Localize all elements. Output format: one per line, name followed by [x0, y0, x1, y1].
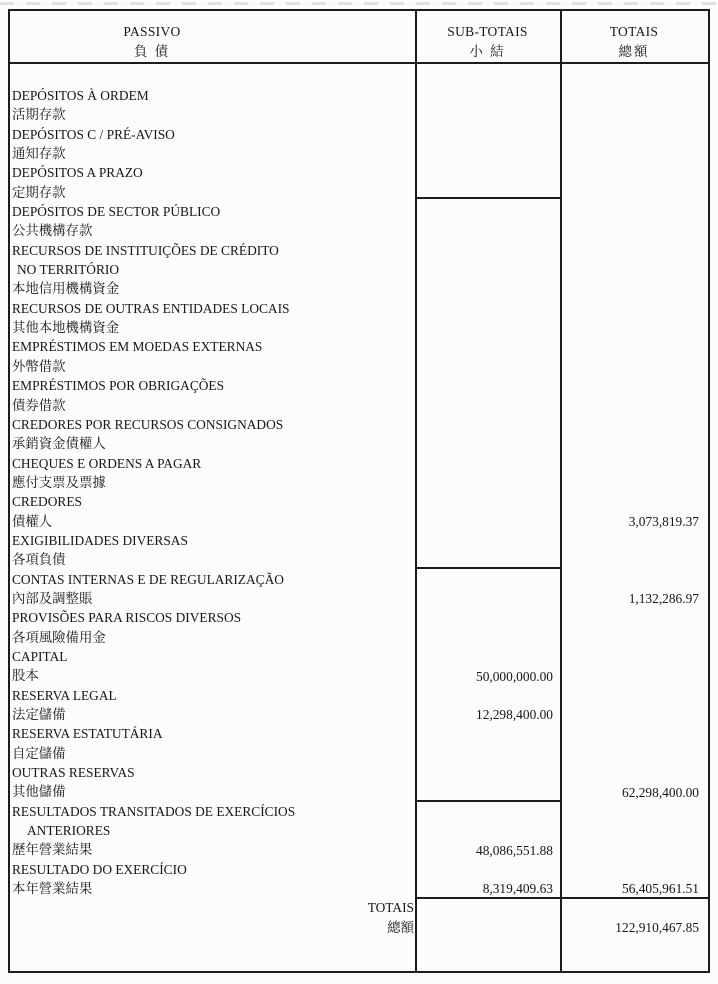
table-row-line: 債權人 [12, 513, 53, 529]
table-row-line: 債券借款 [12, 397, 66, 413]
subtotal-amount: 8,319,409.63 [482, 881, 553, 897]
table-row-line: 應付支票及票據 [12, 474, 106, 490]
total-amount: 1,132,286.97 [628, 591, 699, 607]
subtotal-amount: 48,086,551.88 [476, 842, 553, 858]
table-row-line: 本地信用機構資金 [12, 281, 120, 297]
table-row-line: RECURSOS DE INSTITUIÇÕES DE CRÉDITO [12, 242, 279, 258]
table-row-line: DEPÓSITOS À ORDEM [12, 88, 149, 103]
table-row-line: EMPRÉSTIMOS POR OBRIGAÇÕES [12, 378, 225, 394]
table-row-line: ANTERIORES [27, 823, 111, 839]
table-row-line: OUTRAS RESERVAS [12, 765, 135, 781]
table-row-line: 外幣借款 [12, 358, 66, 374]
table-row-line: 承銷資金債權人 [12, 436, 106, 452]
table-row-line: 通知存款 [12, 146, 66, 162]
table-row-line: CAPITAL [12, 648, 68, 664]
subtotal-cell-rule-2 [415, 567, 562, 569]
table-row-line: DEPÓSITOS A PRAZO [12, 165, 143, 181]
table-row-line: 本年營業結果 [12, 881, 93, 897]
liability-rows [10, 86, 415, 937]
column-divider-passivo-subtotais [415, 11, 417, 971]
header-subtotais [415, 22, 560, 61]
table-row-line: 自定儲備 [12, 745, 66, 761]
table-row-line: 內部及調整賬 [12, 590, 93, 606]
table-row-line: 法定儲備 [12, 707, 66, 722]
table-row-line: RESERVA ESTATUTÁRIA [12, 726, 163, 742]
table-row-line: DEPÓSITOS C / PRÉ-AVISO [12, 126, 175, 142]
table-row-line: CHEQUES E ORDENS A PAGAR [12, 455, 202, 471]
table-row-line: DEPÓSITOS DE SECTOR PÚBLICO [12, 204, 221, 220]
header-bottom-rule [10, 62, 708, 64]
table-row-line: 總額 [387, 919, 414, 935]
table-row-line: CREDORES POR RECURSOS CONSIGNADOS [12, 416, 284, 432]
total-amount: 3,073,819.37 [628, 513, 699, 529]
header-totais-pt: TOTAIS [609, 24, 659, 39]
table-row-line: CREDORES [12, 494, 82, 510]
total-amount: 56,405,961.51 [622, 881, 699, 897]
column-divider-subtotais-totais [560, 11, 562, 971]
table-row-line: PROVISÕES PARA RISCOS DIVERSOS [12, 610, 242, 626]
table-row-line: 股本 [12, 668, 39, 684]
table-row-line: 定期存款 [12, 184, 66, 200]
table-row-line: EXIGIBILIDADES DIVERSAS [12, 532, 188, 548]
table-row-line: RESULTADOS TRANSITADOS DE EXERCÍCIOS [12, 803, 296, 819]
table-row-line: TOTAIS [367, 900, 414, 916]
table-row-line: 其他本地機構資金 [12, 320, 120, 336]
table-row-line: 其他儲備 [12, 784, 66, 800]
table-row-line: EMPRÉSTIMOS EM MOEDAS EXTERNAS [12, 339, 263, 355]
total-amount: 122,910,467.85 [615, 920, 699, 936]
table-row-line: 各項風險備用金 [12, 629, 106, 645]
subtotal-amount: 12,298,400.00 [476, 707, 553, 723]
table-row-line: RESULTADO DO EXERCÍCIO [12, 861, 187, 877]
subtotal-cell-rule-3 [415, 800, 562, 802]
header-passivo-pt: PASSIVO [123, 24, 181, 39]
header-passivo [20, 22, 284, 61]
subtotal-amount: 50,000,000.00 [476, 668, 553, 684]
header-subtotais-zh: 小 結 [469, 43, 506, 59]
liabilities-table [8, 9, 710, 973]
header-totais [560, 22, 708, 61]
subtotal-cell-rule-1 [415, 197, 562, 199]
table-row-line: 活期存款 [12, 107, 66, 123]
table-row-line: 公共機構存款 [12, 223, 93, 239]
table-row-line: 歷年營業結果 [12, 842, 93, 858]
header-totais-zh: 總額 [618, 43, 650, 59]
table-row-line: NO TERRITÓRIO [17, 262, 120, 278]
table-row-line: RESERVA LEGAL [12, 687, 117, 703]
table-row-line: 各項負債 [12, 552, 66, 568]
total-amount: 62,298,400.00 [622, 784, 699, 800]
table-row-line: CONTAS INTERNAS E DE REGULARIZAÇÃO [12, 571, 284, 587]
table-row-line: RECURSOS DE OUTRAS ENTIDADES LOCAIS [12, 300, 290, 316]
header-subtotais-pt: SUB-TOTAIS [447, 24, 528, 39]
header-passivo-zh: 負 債 [133, 43, 171, 59]
scan-artifact [0, 2, 718, 5]
